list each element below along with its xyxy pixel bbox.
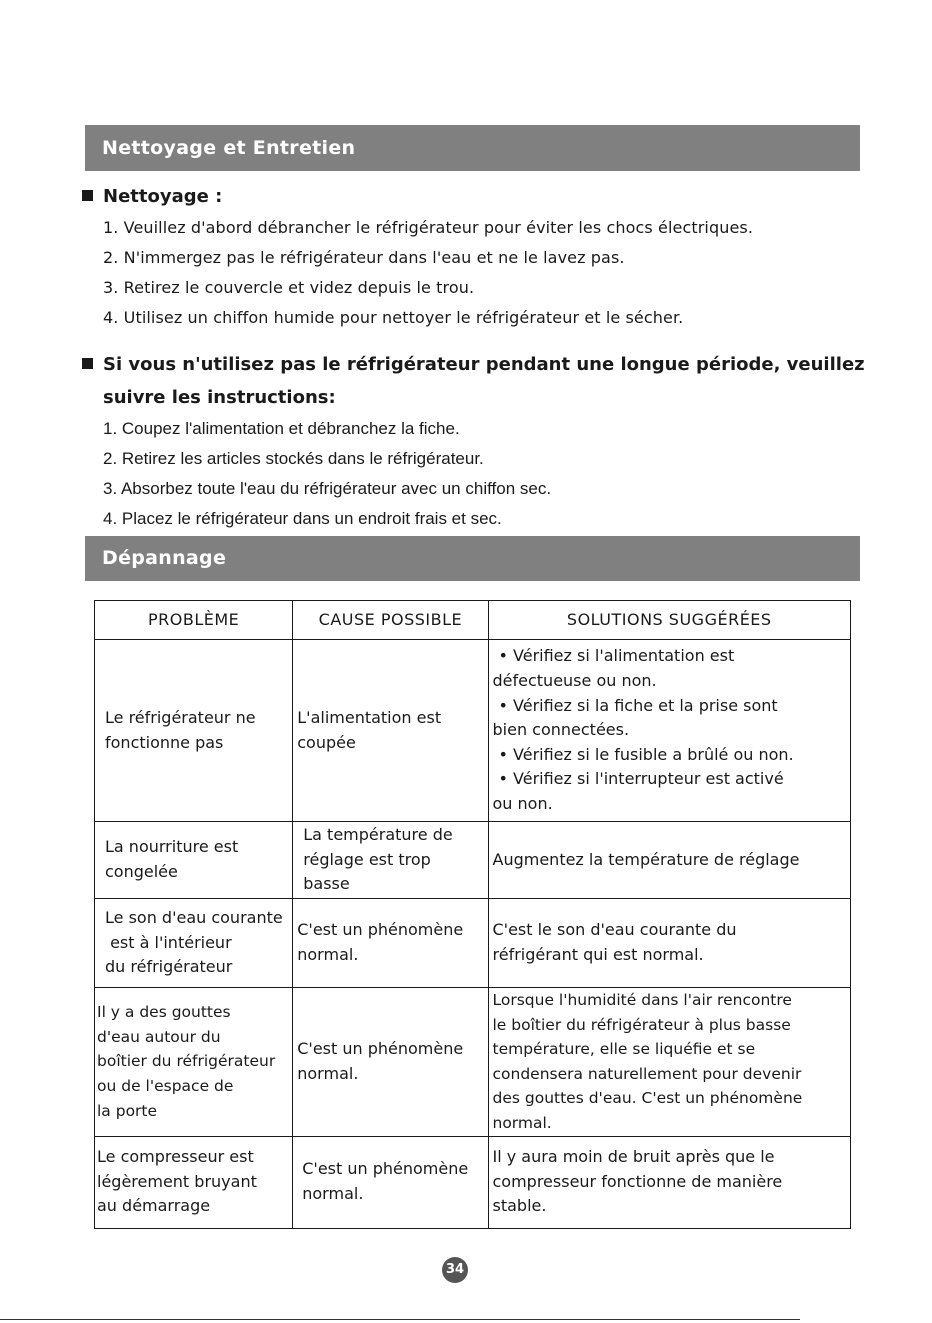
table-row xyxy=(95,899,851,988)
cleaning-heading xyxy=(103,180,222,214)
storage-heading-line1: Si vous n'utilisez pas le réfrigérateur pendant une longue période, veuillez xyxy=(103,354,865,375)
list-item: 1. Coupez l'alimentation et débranchez la fiche. xyxy=(103,419,460,438)
list-item: 4. Utilisez un chiffon humide pour nettoyer le réfrigérateur et le sécher. xyxy=(103,308,684,327)
page-number: 34 xyxy=(442,1257,468,1283)
solution-cell: C'est le son d'eau courante du réfrigérant qui est normal. xyxy=(488,899,851,988)
section-title-troubleshooting: Dépannage xyxy=(85,536,860,581)
cleaning-heading-text: Nettoyage : xyxy=(103,186,223,207)
list-item: 3. Retirez le couvercle et videz depuis le trou. xyxy=(103,278,475,297)
square-bullet-icon xyxy=(82,190,93,201)
troubleshooting-table xyxy=(94,600,851,1229)
problem-cell: La nourriture est congelée xyxy=(95,822,293,899)
solution-cell: Il y aura moin de bruit après que le compresseur fonctionne de manière stable. xyxy=(488,1136,851,1228)
list-item: 1. Veuillez d'abord débrancher le réfrigérateur pour éviter les chocs électriques. xyxy=(103,218,754,237)
table-row xyxy=(95,822,851,899)
solution-cell: Lorsque l'humidité dans l'air rencontre le boîtier du réfrigérateur à plus basse température, elle se liquéfie et se condensera naturellement pour devenir des gouttes d'eau. C'est un phénomène normal. xyxy=(488,988,851,1137)
section-title-maintenance: Nettoyage et Entretien xyxy=(85,125,860,171)
solution-cell: • Vérifiez si l'alimentation est défectueuse ou non. • Vérifiez si la fiche et la prise sont bien connectées. • Vérifiez si le fusible a brûlé ou non. • Vérifiez si l'interrupteur est activé ou non. xyxy=(488,640,851,822)
list-item: 4. Placez le réfrigérateur dans un endroit frais et sec. xyxy=(103,509,502,528)
cause-cell: C'est un phénomène normal. xyxy=(293,899,488,988)
table-row xyxy=(95,640,851,822)
storage-list xyxy=(103,414,551,534)
cleaning-list xyxy=(103,213,753,333)
solution-cell: Augmentez la température de réglage xyxy=(488,822,851,899)
problem-cell: Le réfrigérateur ne fonctionne pas xyxy=(95,640,293,822)
cause-cell: L'alimentation est coupée xyxy=(293,640,488,822)
problem-cell: Il y a des gouttes d'eau autour du boîtier du réfrigérateur ou de l'espace de la porte xyxy=(95,988,293,1137)
storage-heading xyxy=(103,348,865,382)
cause-cell: C'est un phénomène normal. xyxy=(293,988,488,1137)
square-bullet-icon xyxy=(82,358,93,369)
table-row xyxy=(95,1136,851,1228)
cause-cell: C'est un phénomène normal. xyxy=(293,1136,488,1228)
footer-divider xyxy=(0,1319,800,1320)
list-item: 2. Retirez les articles stockés dans le réfrigérateur. xyxy=(103,449,484,468)
storage-heading-line2: suivre les instructions: xyxy=(103,387,336,408)
header-cause: CAUSE POSSIBLE xyxy=(293,601,488,640)
problem-cell: Le son d'eau courante est à l'intérieur du réfrigérateur xyxy=(95,899,293,988)
list-item: 3. Absorbez toute l'eau du réfrigérateur avec un chiffon sec. xyxy=(103,479,552,498)
problem-cell: Le compresseur est légèrement bruyant au démarrage xyxy=(95,1136,293,1228)
header-problem: PROBLÈME xyxy=(95,601,293,640)
list-item: 2. N'immergez pas le réfrigérateur dans l'eau et ne le lavez pas. xyxy=(103,248,625,267)
cause-cell: La température de réglage est trop basse xyxy=(293,822,488,899)
header-solutions: SOLUTIONS SUGGÉRÉES xyxy=(488,601,851,640)
table-header-row xyxy=(95,601,851,640)
table-row xyxy=(95,988,851,1137)
